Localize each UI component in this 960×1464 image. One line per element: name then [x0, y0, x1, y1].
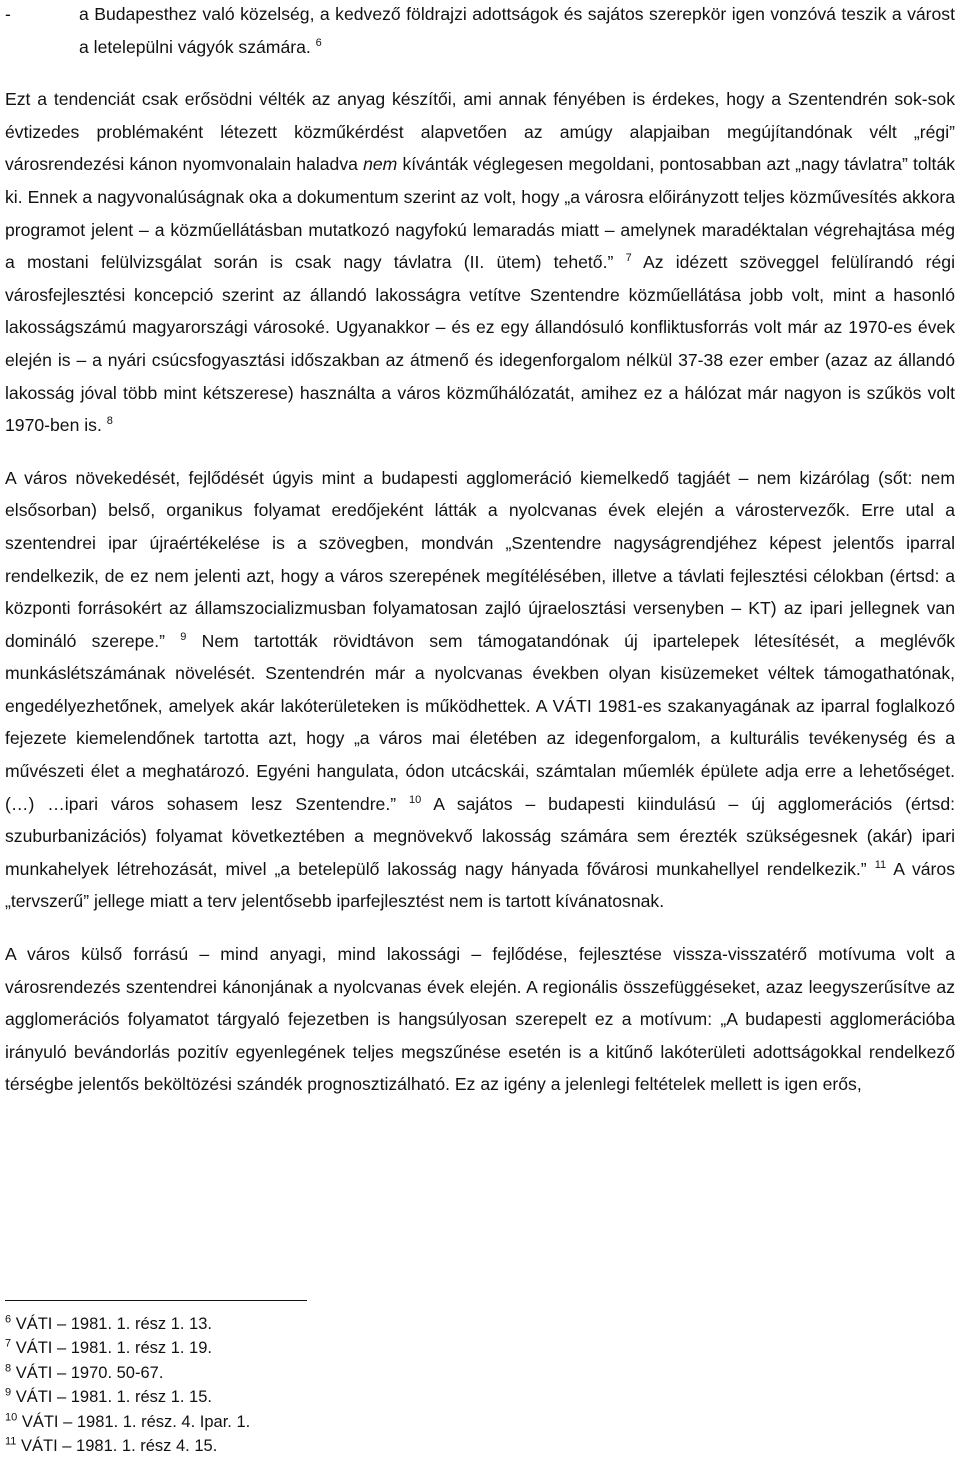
- footnote-number: 10: [5, 1411, 18, 1424]
- footnote: [5, 1336, 250, 1360]
- footnote-ref-7[interactable]: 7: [625, 252, 632, 265]
- paragraph-2: [5, 462, 955, 918]
- footnotes: [5, 1312, 250, 1458]
- footnote-text: VÁTI – 1981. 1. rész. 4. Ipar. 1.: [21, 1412, 251, 1431]
- paragraph-1: [5, 83, 955, 442]
- footnote: [5, 1361, 250, 1385]
- footnote-ref-6[interactable]: 6: [315, 36, 322, 49]
- footnote-text: VÁTI – 1981. 1. rész 1. 13.: [15, 1315, 212, 1333]
- paragraph-2-part-4: A város „tervszerű” jellege miatt a terv jelentősebb iparfejlesztést nem is tartott kívánatosnak.: [5, 858, 955, 912]
- footnote-number: 9: [5, 1386, 12, 1399]
- bullet-text-content: a Budapesthez való közelség, a kedvező földrajzi adottságok és sajátos szerepkör igen vonzóvá teszik a várost a letelepülni vágyók számára.: [79, 4, 955, 57]
- footnote: [5, 1434, 250, 1458]
- footnote-ref-9[interactable]: 9: [180, 630, 187, 643]
- paragraph-2-part-1: A város növekedését, fejlődését úgyis mint a budapesti agglomeráció kiemelkedő tagjáét – nem kizárólag (sőt: nem elsősorban) belső, organikus folyamat eredőjeként látták a nyolcvanas évek elején a várostervezők. Erre utal a szentendrei ipar újraértékelése is a szövegben, mondván „Szentendre nagyságrendjéhez képest jelentős iparral rendelkezik, de ez nem jelenti azt, hogy a város szerepének megítélésében, illetve a távlati fejlesztési célokban (értsd: a központi forrásokért az államszocializmusban folyamatosan zajló újraelosztási versenyben – KT) az ipari jellegnek van domináló szerepe.”: [5, 467, 955, 651]
- footnote-separator: [5, 1300, 307, 1301]
- footnote: [5, 1410, 250, 1434]
- paragraph-2-part-3: A sajátos – budapesti kiindulású – új agglomerációs (értsd: szuburbanizációs) folyamat következtében a megnövekvő lakosság számára sem érezték szükségesnek (akár) ipari munkahelyek létrehozását, mivel „a betelepülő lakosság nagy hányada fővárosi munkahellyel rendelkezik.”: [5, 793, 955, 879]
- paragraph-3-text: A város külső forrású – mind anyagi, mind lakossági – fejlődése, fejlesztése vissza-visszatérő motívuma volt a városrendezés szentendrei kánonjának a nyolcvanas évek elején. A regionális összefüggéseket, azaz leegyszerűsítve az agglomerációs folyamatot tárgyaló fejezetben is hangsúlyosan szerepelt ez a motívum: „A budapesti agglomerációba irányuló bevándorlás pozitív egyenlegének teljes megszűnése esetén is a kitűnő lakóterületi adottságokkal rendelkező térségbe jelentős beköltözési szándék prognosztizálható. Ez az igény a jelenlegi feltételek mellett is igen erős,: [5, 944, 955, 1095]
- paragraph-2-part-2: Nem tartották rövidtávon sem támogatandónak új ipartelepek létesítését, a meglévők munkáslétszámának növelését. Szentendrén már a nyolcvanas években olyan kisüzemeket véltek támogathatónak, engedélyezhetőnek, amelyek akár lakóterületeken is működhettek. A VÁTI 1981-es szakanyagának az iparral foglalkozó fejezete kiemelendőnek tartotta azt, hogy „a város mai életében az idegenforgalom, a kulturális tevékenység és a művészeti élet a meghatározó. Egyéni hangulata, ódon utcácskái, számtalan műemlék épülete adja erre a lehetőséget. (…) …ipari város sohasem lesz Szentendre.”: [5, 630, 956, 814]
- body-text: [5, 0, 955, 1101]
- footnote-ref-8[interactable]: 8: [106, 415, 113, 428]
- footnote-ref-11[interactable]: 11: [874, 858, 887, 871]
- paragraph-1-part-1: Ezt a tendenciát csak erősödni vélték az anyag készítői, ami annak fényében is érdekes, hogy a Szentendrén sok-sok évtizedes problémaként létezett közműkérdést alapvetően az amúgy alapjaiban megújítandónak vélt „régi” városrendezési kánon nyomvonalain haladva: [5, 89, 955, 175]
- bullet-dash: -: [5, 4, 11, 24]
- paragraph-1-part-2: kívánták véglegesen megoldani, pontosabban azt „nagy távlatra” tolták ki. Ennek a nagyvonalúságnak oka a dokumentum szerint az volt, hogy „a városra előirányzott teljes közművesítés akkora programot jelent – a közműellátásban mutatkozó nagyfokú lemaradás miatt – amelynek maradéktalan végrehajtása még a mostani felülvizsgálat során is csak nagy távlatra (II. ütem) tehető.”: [5, 154, 956, 273]
- footnote-number: 11: [5, 1435, 17, 1448]
- footnote-ref-10[interactable]: 10: [409, 793, 422, 806]
- paragraph-1-part-3: Az idézett szöveggel felülírandó régi városfejlesztési koncepció szerint az állandó lakosságra vetítve Szentendre közműellátása jobb volt, mint a hasonló lakosságszámú magyarországi városoké. Ugyanakkor – és ez egy állandósuló konfliktusforrás volt már az 1970-es évek elején is – a nyári csúcsfogyasztási időszakban az átmenő és idegenforgalom nélkül 37-38 ezer ember (azaz az állandó lakosság jóval több mint kétszerese) használta a város közműhálózatát, amihez ez a hálózat már nagyon is szűkös volt 1970-ben is.: [5, 252, 955, 436]
- bullet-text: [79, 0, 955, 63]
- footnote-text: VÁTI – 1981. 1. rész 1. 15.: [15, 1388, 212, 1407]
- bullet-item: [5, 0, 955, 63]
- footnote-text: VÁTI – 1981. 1. rész 1. 19.: [15, 1339, 212, 1358]
- footnote: [5, 1312, 250, 1336]
- footnote-number: 7: [5, 1337, 12, 1350]
- footnote-number: 6: [5, 1313, 12, 1326]
- footnote-number: 8: [5, 1362, 12, 1375]
- footnote: [5, 1385, 250, 1409]
- paragraph-3: [5, 938, 955, 1101]
- footnote-text: VÁTI – 1981. 1. rész 4. 15.: [21, 1437, 218, 1456]
- emphasis-nem: nem: [363, 154, 398, 175]
- footnote-text: VÁTI – 1970. 50-67.: [15, 1363, 164, 1382]
